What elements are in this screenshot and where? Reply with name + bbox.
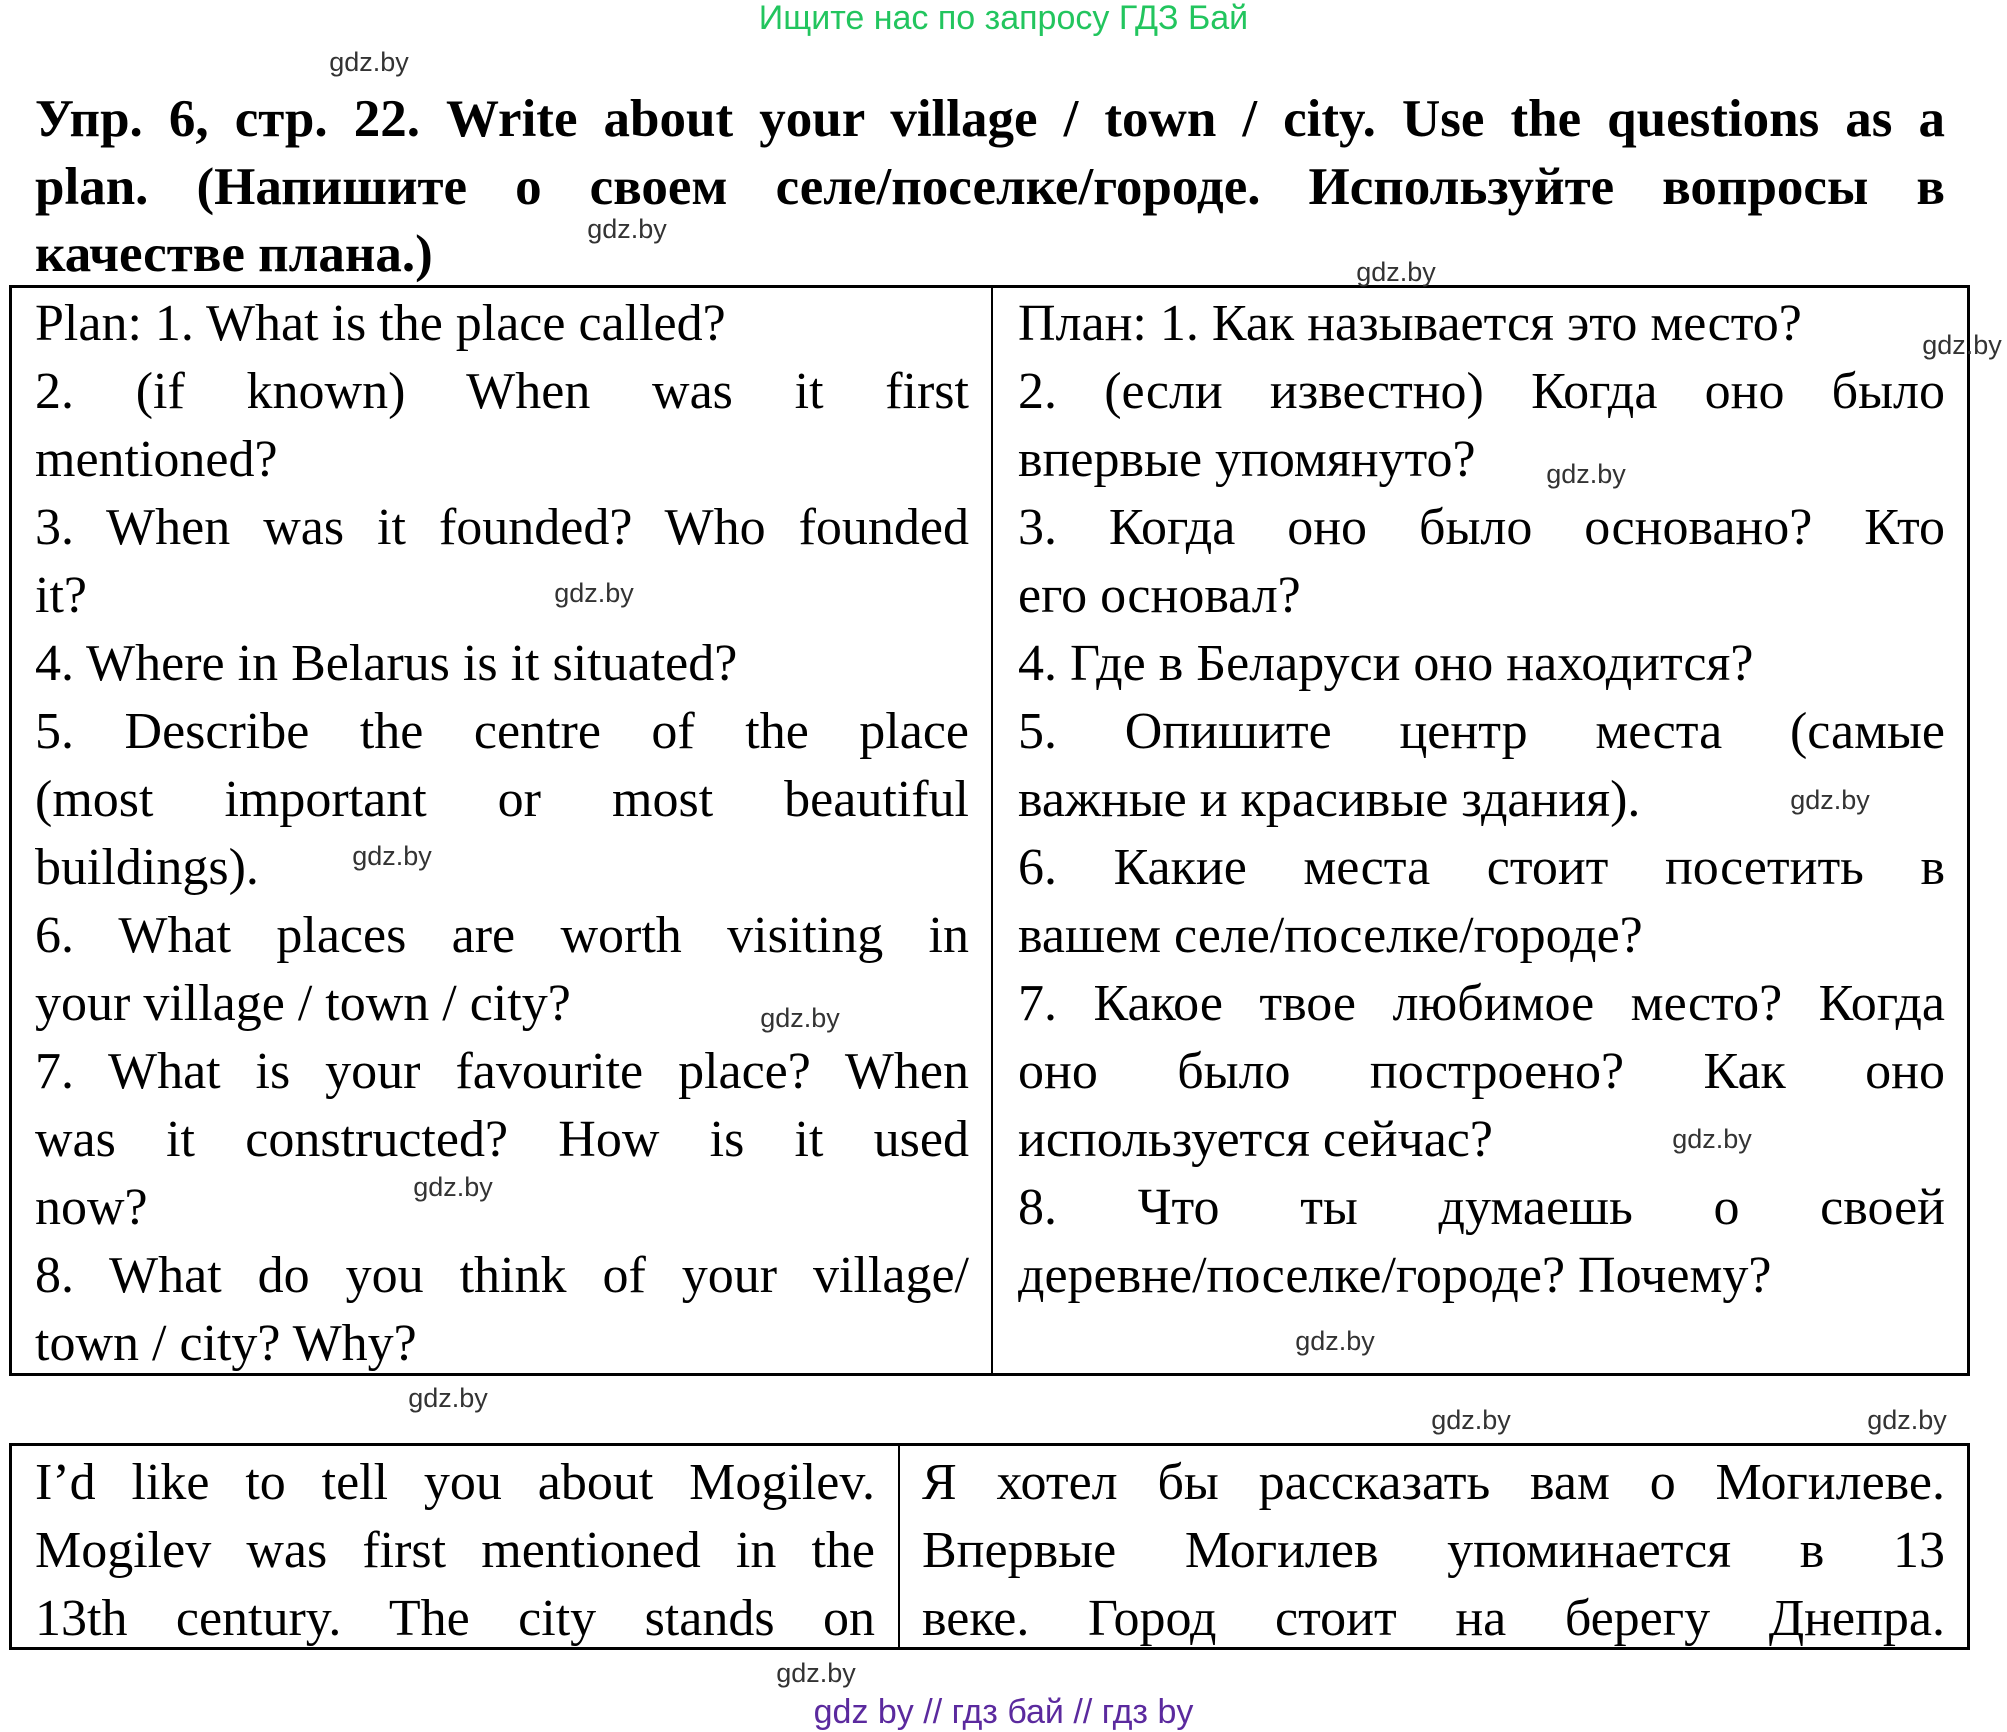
watermark: gdz.by	[760, 1003, 840, 1033]
plan-russian-line: важные и красивые здания).	[1018, 771, 1641, 828]
plan-english-line: 8. What do you think of your village/	[35, 1247, 969, 1304]
plan-russian-line: 8. Что ты думаешь о своей	[1018, 1179, 1945, 1236]
watermark: gdz.by	[776, 1658, 856, 1688]
answer-table-divider	[898, 1443, 900, 1650]
plan-english-line: it?	[35, 567, 87, 624]
plan-russian-line: 3. Когда оно было основано? Кто	[1018, 499, 1945, 556]
plan-english-line: 7. What is your favourite place? When	[35, 1043, 969, 1100]
answer-russian-line: Впервые Могилев упоминается в 13	[922, 1522, 1945, 1579]
plan-russian-line: 2. (если известно) Когда оно было	[1018, 363, 1945, 420]
plan-russian-line: его основал?	[1018, 567, 1301, 624]
plan-english-line: buildings).	[35, 839, 259, 896]
exercise-title-line-3: качестве плана.)	[35, 225, 433, 283]
plan-english-line: Plan: 1. What is the place called?	[35, 295, 726, 352]
exercise-title-line-2: plan. (Напишите о своем селе/поселке/городе. Используйте вопросы в	[35, 158, 1945, 216]
plan-russian-line: используется сейчас?	[1018, 1111, 1493, 1168]
exercise-title-line-1: Упр. 6, стр. 22. Write about your village / town / city. Use the questions as a	[35, 90, 1945, 148]
plan-russian-line: 7. Какое твое любимое место? Когда	[1018, 975, 1945, 1032]
watermark: gdz.by	[1790, 785, 1870, 815]
plan-russian-line: вашем селе/поселке/городе?	[1018, 907, 1643, 964]
watermark: gdz.by	[1672, 1124, 1752, 1154]
watermark: gdz.by	[1922, 330, 2002, 360]
answer-english-line: 13th century. The city stands on	[35, 1590, 875, 1647]
plan-english-line: was it constructed? How is it used	[35, 1111, 969, 1168]
watermark: gdz.by	[1295, 1326, 1375, 1356]
watermark: gdz.by	[587, 214, 667, 244]
watermark: gdz.by	[554, 578, 634, 608]
watermark: gdz.by	[413, 1172, 493, 1202]
watermark: gdz.by	[1431, 1405, 1511, 1435]
plan-english-line: 2. (if known) When was it first	[35, 363, 969, 420]
footer-links: gdz by // гдз бай // гдз by	[813, 1693, 1194, 1731]
plan-english-line: 4. Where in Belarus is it situated?	[35, 635, 738, 692]
plan-russian-line: План: 1. Как называется это место?	[1018, 295, 1802, 352]
plan-english-line: your village / town / city?	[35, 975, 571, 1032]
plan-english-line: mentioned?	[35, 431, 278, 488]
answer-russian-line: веке. Город стоит на берегу Днепра.	[922, 1590, 1945, 1647]
watermark: gdz.by	[1867, 1405, 1947, 1435]
plan-russian-line: 5. Опишите центр места (самые	[1018, 703, 1945, 760]
plan-english-line: now?	[35, 1179, 148, 1236]
plan-russian-line: 4. Где в Беларуси оно находится?	[1018, 635, 1754, 692]
answer-english-line: Mogilev was first mentioned in the	[35, 1522, 875, 1579]
answer-english-line: I’d like to tell you about Mogilev.	[35, 1454, 875, 1511]
plan-english-line: 6. What places are worth visiting in	[35, 907, 969, 964]
plan-english-line: 5. Describe the centre of the place	[35, 703, 969, 760]
watermark: gdz.by	[408, 1383, 488, 1413]
plan-english-line: (most important or most beautiful	[35, 771, 969, 828]
watermark: gdz.by	[1546, 459, 1626, 489]
answer-russian-line: Я хотел бы рассказать вам о Могилеве.	[922, 1454, 1945, 1511]
plan-russian-line: впервые упомянуто?	[1018, 431, 1476, 488]
search-hint-banner: Ищите нас по запросу ГДЗ Бай	[758, 0, 1249, 37]
plan-russian-line: 6. Какие места стоит посетить в	[1018, 839, 1945, 896]
plan-english-line: 3. When was it founded? Who founded	[35, 499, 969, 556]
plan-table-divider	[991, 285, 993, 1376]
watermark: gdz.by	[1356, 257, 1436, 287]
plan-english-line: town / city? Why?	[35, 1315, 417, 1372]
watermark: gdz.by	[329, 47, 409, 77]
watermark: gdz.by	[352, 841, 432, 871]
plan-russian-line: оно было построено? Как оно	[1018, 1043, 1945, 1100]
plan-russian-line: деревне/поселке/городе? Почему?	[1018, 1247, 1772, 1304]
